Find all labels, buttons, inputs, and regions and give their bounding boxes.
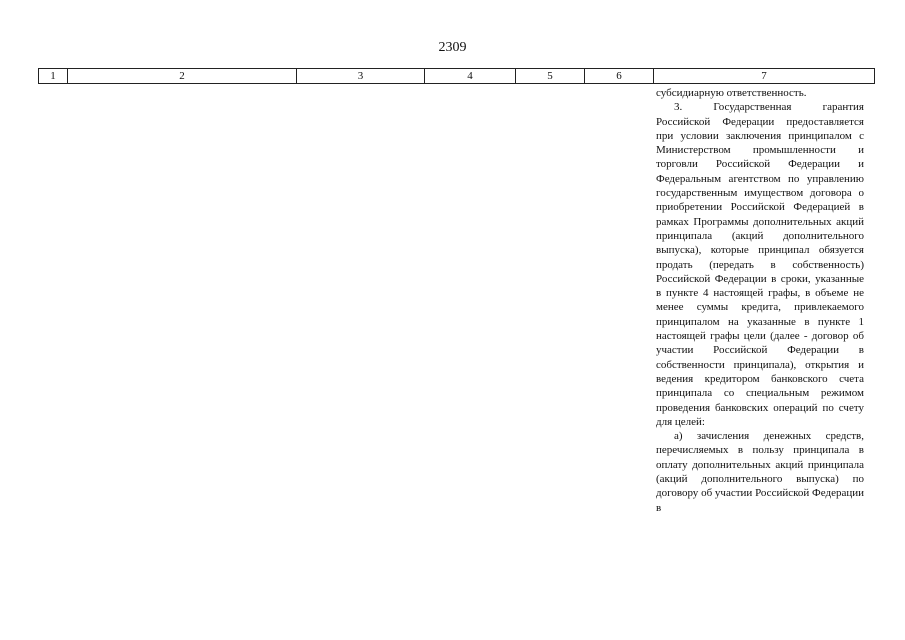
column-header-1: 1 [39, 69, 68, 84]
column-header-2: 2 [68, 69, 297, 84]
column-header-3: 3 [297, 69, 425, 84]
column-header-7: 7 [654, 69, 875, 84]
paragraph-item-3: 3. Государственная гарантия Российской Федерации предоставляется при условии заключения принципалом с Министерством промышленности и торговли Российской Федерации и Федеральным агентством по управлению государственным имуществом договора о приобретении Российской Федерацией в рамках Программы дополнительных акций принципала (акций дополнительного выпуска), которые принципал обязуется продать (передать в собственность) Российской Федерации в сроки, указанные в пункте 4 настоящей графы, в объеме не менее суммы кредита, привлекаемого принципалом на указанные в пункте 1 настоящей графы цели (далее - договор об участии Российской Федерации в собственности принципала), открытия и ведения кредитором банковского счета принципала со специальным режимом проведения банковских операций по счету для целей: [656, 101, 864, 428]
column-7-content [656, 86, 864, 515]
column-header-4: 4 [425, 69, 516, 84]
paragraph-item-a: а) зачисления денежных средств, перечисляемых в пользу принципала в оплату дополнительных акций принципала (акций дополнительного выпуска) по договору об участии Российской Федерации в [656, 430, 864, 514]
column-header-6: 6 [585, 69, 654, 84]
paragraph-continuation: субсидиарную ответственность. [656, 87, 807, 99]
column-header-row [39, 69, 875, 84]
column-header-5: 5 [516, 69, 585, 84]
column-header-table [38, 68, 875, 84]
page-number: 2309 [438, 40, 467, 55]
